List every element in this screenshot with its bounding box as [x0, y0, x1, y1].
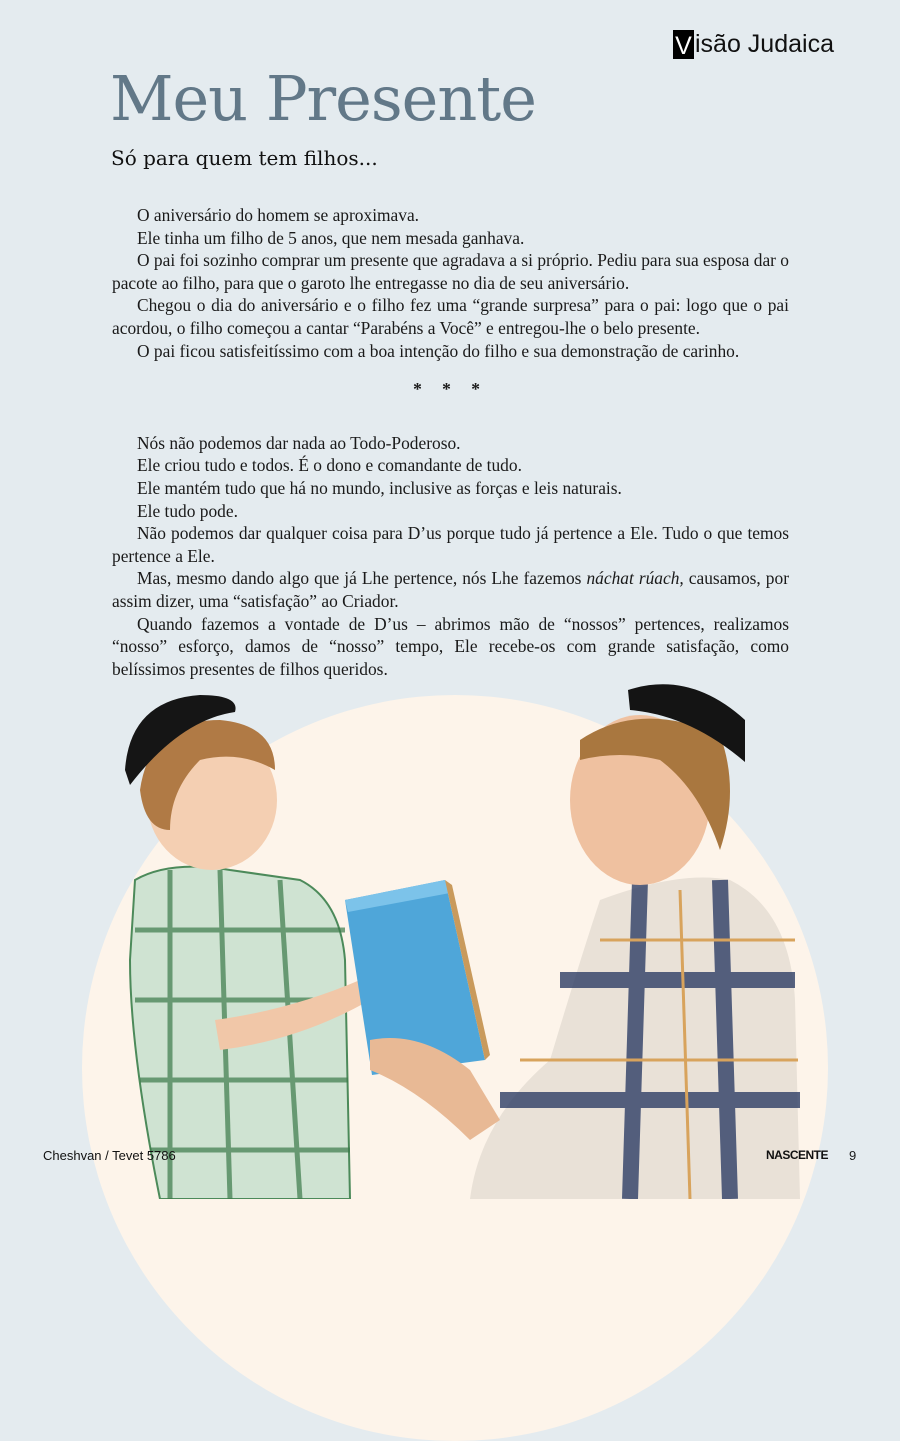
- paragraph: Ele mantém tudo que há no mundo, inclusive as forças e leis naturais.: [137, 477, 622, 498]
- photo-father-son-gift: [0, 670, 900, 1199]
- paragraph: O pai foi sozinho comprar um presente que agradava a si próprio. Pediu para sua esposa dar o pacote ao filho, para que o garoto lhe entregasse no dia de seu aniversário.: [112, 250, 789, 293]
- text: causamos, por assim dizer, uma “satisfação” ao Criador.: [112, 568, 789, 611]
- paragraph: O pai ficou satisfeitíssimo com a boa intenção do filho e sua demonstração de carinho.: [137, 340, 740, 361]
- paragraph: Ele criou tudo e todos. É o dono e comandante de tudo.: [137, 455, 522, 476]
- paragraph: Ele tinha um filho de 5 anos, que nem mesada ganhava.: [137, 227, 525, 248]
- section-separator: * * *: [413, 379, 488, 400]
- paragraph: Ele tudo pode.: [137, 500, 238, 521]
- page-number: 9: [849, 1148, 857, 1163]
- article-title: Meu Presente: [110, 62, 536, 135]
- paragraph: Chegou o dia do aniversário e o filho fez uma “grande surpresa” para o pai: logo que o pai acordou, o filho começou a cantar “Parabéns a Você” e entregou-lhe o belo presente.: [112, 295, 789, 338]
- paragraph: Não podemos dar qualquer coisa para D’us porque tudo já pertence a Ele. Tudo o que temos pertence a Ele.: [112, 523, 789, 566]
- issue-date: Cheshvan / Tevet 5786: [43, 1148, 176, 1163]
- paragraph: [112, 567, 789, 612]
- section-name: isão Judaica: [695, 30, 834, 58]
- boy-figure: [125, 695, 370, 1199]
- italic-term: náchat rúach,: [586, 568, 684, 589]
- text: Mas, mesmo dando algo que já Lhe pertence, nós Lhe fazemos: [137, 568, 587, 589]
- article-subtitle: Só para quem tem filhos...: [111, 146, 378, 170]
- section-label: [673, 30, 834, 59]
- paragraph: Nós não podemos dar nada ao Todo-Poderoso.: [137, 432, 461, 453]
- section-initial: V: [673, 30, 694, 59]
- magazine-logo: NASCENTE: [766, 1148, 829, 1162]
- article-body: [112, 204, 789, 680]
- paragraph: O aniversário do homem se aproximava.: [137, 205, 420, 225]
- paragraph: Quando fazemos a vontade de D’us – abrimos mão de “nossos” pertences, realizamos “nosso” esforço, damos de “nosso” tempo, Ele recebe-os com grande satisfação, como belíssimos presentes de filhos queridos.: [112, 613, 789, 679]
